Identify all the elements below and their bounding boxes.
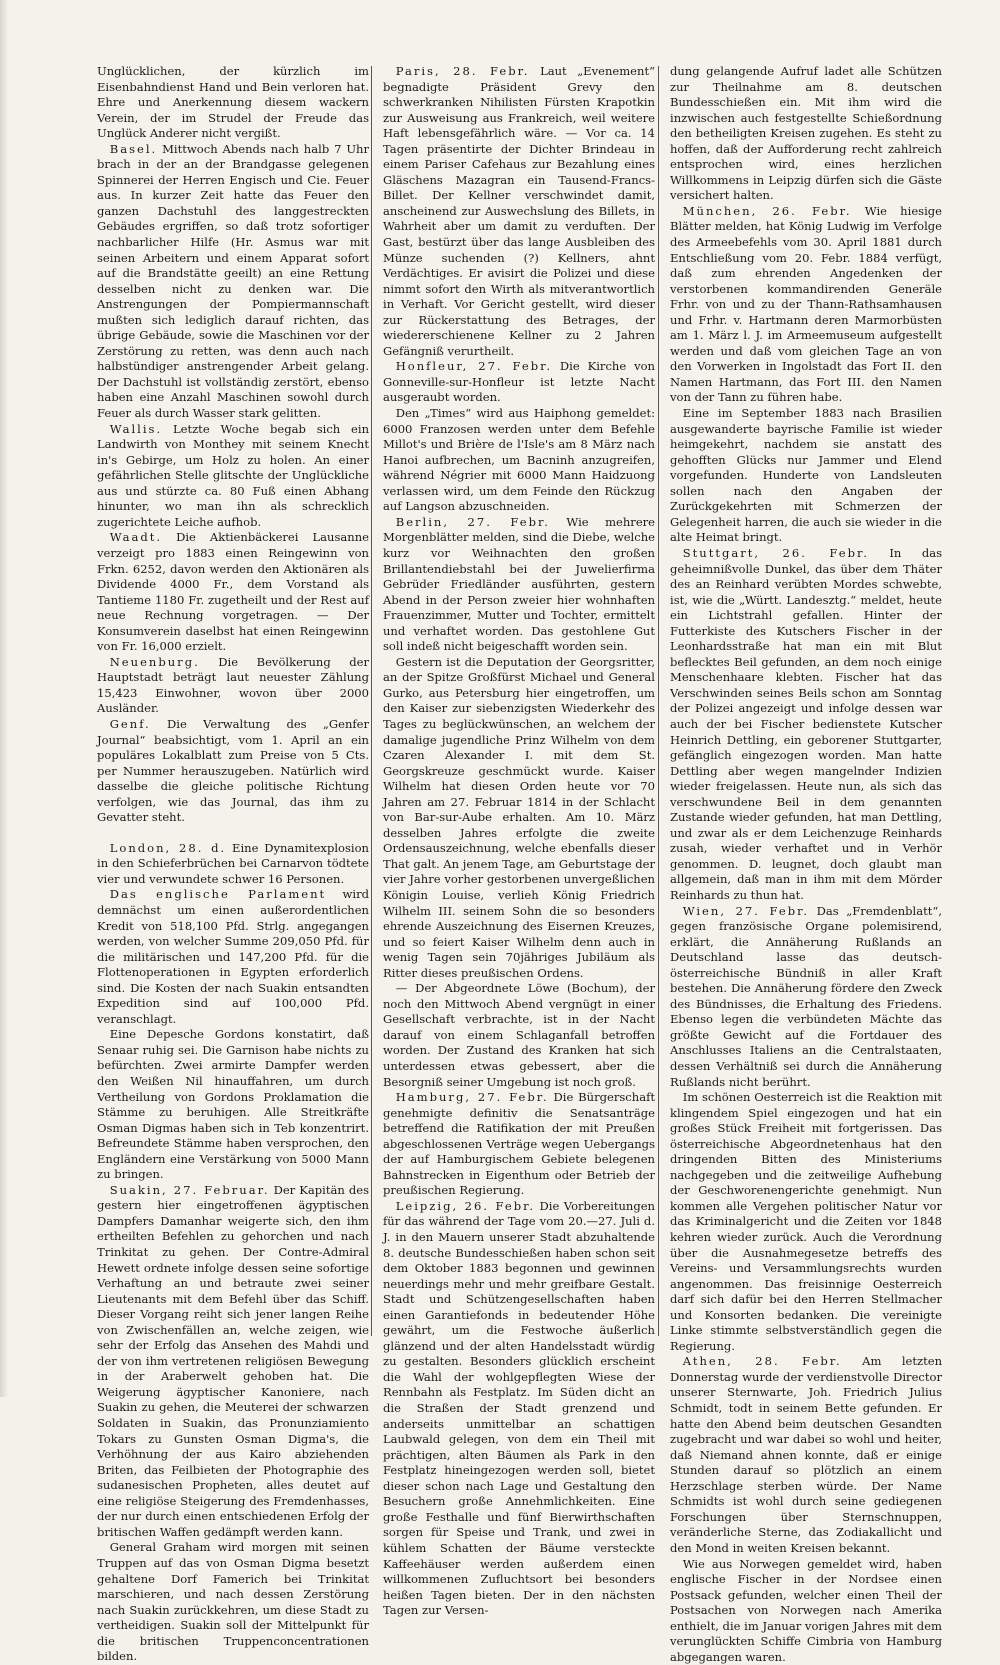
article-text: Wie mehrere Morgenblätter melden, sind die Diebe, welche kurz vor Weihnachten den großen Brillantendiebstahl bei der Juwelierfirma Gebrüder Friedländer ausführten, gestern Abend in der Person zweier hier wohnhaften Frauenzimmer, Mutter und Tochter, ermittelt und verhaftet worden. Das gestohlene Gut soll indeß nicht beigeschafft worden sein. [383, 515, 655, 653]
column-divider [371, 66, 372, 1336]
article-text: Im schönen Oesterreich ist die Reaktion mit klingendem Spiel eingezogen und hat ein großes Stück Freiheit mit fortgerissen. Das österreichische Abgeordnetenhaus hat den dringenden Bitten des Ministeriums nachgegeben und die zeitweilige Aufhebung der Geschworenengerichte genehmigt. Nun kommen alle Vergehen politischer Natur vor das Kriminalgericht und die Zeiten vor 1848 kehren wieder zurück. Auch die Verordnung über die Ausnahmegesetze betreffs des Vereins- und Versammlungsrechts wurden angenommen. Das freisinnige Oesterreich darf sich dafür bei den Herren Stellmacher und Konsorten bedanken. Die vereinigte Linke stimmte selbstverständlich gegen die Regierung. [670, 1090, 942, 1353]
column-divider [658, 66, 659, 1336]
article-text: Den „Times“ wird aus Haiphong gemeldet: 6000 Franzosen werden unter dem Befehle Millot's und Brière de l'Isle's am 8 März nach Hanoi aufbrechen, um Bacninh anzugreifen, während Négrier mit 6000 Mann Haidzuong verlassen wird, um dem Feinde den Rückzug auf Langson abzuschneiden. [383, 406, 655, 513]
article-paragraph [670, 406, 942, 546]
article-text: Eine im September 1883 nach Brasilien ausgewanderte bayrische Familie ist wieder heimgekehrt, nachdem sie anstatt des gehofften Glücks nur Jammer und Elend vorgefunden. Hunderte von Landsleuten sollen nach den Angaben der Zurückgekehrten mit Schmerzen der Gelegenheit harren, die auch sie wieder in die alte Heimat bringt. [670, 406, 942, 544]
article-paragraph [670, 1090, 942, 1354]
article-text: Wie hiesige Blätter melden, hat König Ludwig im Verfolge des Armeebefehls vom 30. April 1881 durch Entschließung vom 20. Febr. 1884 verfügt, daß zum ehrenden Angedenken der verstorbenen kommandirenden Generäle Frhr. von und zu der Thann-Rathsamhausen und Frhr. v. Hartmann deren Marmorbüsten am 1. März l. J. im Armeemuseum aufgestellt werden und daß vom gleichen Tage an von den Vorwerken in Ingolstadt das Fort II. den Namen Hartmann, das Fort III. den Namen von der Tann zu führen habe. [670, 204, 942, 405]
article-paragraph [97, 64, 369, 142]
dateline: Basel. [110, 142, 158, 156]
article-paragraph [383, 515, 655, 655]
article-text: Eine Depesche Gordons konstatirt, daß Senaar ruhig sei. Die Garnison habe nichts zu befürchten. Zwei armirte Dampfer werden den Weißen Nil hinauffahren, um durch Vertheilung von Gordons Proklamation die Stämme zu beruhigen. Alle Streitkräfte Osman Digmas haben sich in Teb konzentrirt. Befreundete Stämme haben versprochen, den Engländern eine Verstärkung von 5000 Mann zu bringen. [97, 1027, 369, 1181]
column-2 [383, 64, 655, 1619]
article-paragraph [97, 655, 369, 717]
article-paragraph [97, 887, 369, 1027]
article-text: Die Vorbereitungen für das während der Tage vom 20.—27. Juli d. J. in den Mauern unserer Stadt abzuhaltende 8. deutsche Bundesschießen haben schon seit dem Oktober 1883 begonnen und gewinnen neuerdings mehr und mehr greifbare Gestalt. Stadt und Schützengesellschaften haben einen Garantiefonds in bedeutender Höhe gewährt, um die Festwoche äußerlich glänzend und der alten Handelsstadt würdig zu gestalten. Besonders glücklich erscheint die Wahl der wohlgepflegten Wiese der Rennbahn als Festplatz. Im Süden dicht an die Straßen der Stadt grenzend und anderseits unmittelbar an schattigen Laubwald gelegen, von dem ein Theil mit prächtigen, alten Bäumen als Park in den Festplatz hineingezogen werden soll, bietet dieser schon nach Lage und Gestaltung den Besuchern große Annehmlichkeiten. Eine große Festhalle und fünf Bierwirthschaften sorgen für Speise und Trank, und zwei in kühlem Schatten der Bäume versteckte Kaffeehäuser werden außerdem einen willkommenen Zufluchtsort bei besonders heißen Tagen bieten. Der in den nächsten Tagen zur Versen- [383, 1199, 655, 1617]
dateline: Leipzig, 26. Febr. [396, 1199, 535, 1213]
article-text: In das geheimnißvolle Dunkel, das über dem Thäter des an Reinhard verübten Mordes schwebte, ist, wie die „Württ. Landesztg.“ meldet, heute ein Lichtstrahl gefallen. Hinter der Futterkiste des Kutschers Fischer in der Leonhardsstraße hat man ein mit Blut beflecktes Beil gefunden, an dem noch einige Menschenhaare klebten. Fischer hat das Verschwinden seines Beils schon am Sonntag der Polizei angezeigt und infolge dessen war auch der bei Fischer bedienstete Kutscher Heinrich Dettling, ein geborener Stuttgarter, gefänglich eingezogen worden. Man hatte Dettling aber wegen mangelnder Indizien wieder freigelassen. Heute nun, als sich das verschwundene Beil in dem genannten Zustande wieder gefunden, hat man Dettling, und zwar als er dem Leichenzuge Reinhards zusah, wieder verhaftet und in Verhör genommen. D. leugnet, doch glaubt man allgemein, daß man in ihm mit dem Mörder Reinhards zu thun hat. [670, 546, 942, 902]
article-paragraph [97, 841, 369, 888]
dateline: München, 26. Febr. [683, 204, 852, 218]
article-text: wird demnächst um einen außerordentlichen Kredit von 518,100 Pfd. Strlg. angegangen werden, von welcher Summe 209,050 Pfd. für die militärischen und 147,200 Pfd. für die Flottenoperationen in Egypten erforderlich sind. Die Kosten der nach Suakin entsandten Expedition sind auf 100,000 Pfd. veranschlagt. [97, 887, 369, 1025]
article-text: — Der Abgeordnete Löwe (Bochum), der noch den Mittwoch Abend vergnügt in einer Gesellschaft verbrachte, ist in der Nacht darauf von einem Schlaganfall betroffen worden. Der Zustand des Kranken hat sich unterdessen etwas gebessert, aber die Besorgniß seiner Umgebung ist noch groß. [383, 981, 655, 1088]
article-paragraph [670, 546, 942, 904]
dateline: Das englische Parlament [110, 887, 326, 901]
article-text: Die Bürgerschaft genehmigte definitiv die Senatsanträge betreffend die Ratifikation der mit Preußen abgeschlossenen Verträge wegen Uebergangs der auf Hamburgischem Gebiete belegenen Bahnstrecken in Eigenthum oder Betrieb der preußischen Regierung. [383, 1090, 655, 1197]
article-paragraph [383, 406, 655, 515]
article-paragraph [670, 204, 942, 406]
article-paragraph [670, 1354, 942, 1556]
article-paragraph [383, 981, 655, 1090]
article-paragraph [383, 64, 655, 359]
dateline: Paris, 28. Febr. [396, 64, 530, 78]
article-text: General Graham wird morgen mit seinen Truppen auf das von Osman Digma besetzt gehaltene Dorf Famerich bei Trinkitat marschieren, und nach dessen Zerstörung nach Suakin zurückkehren, um diese Stadt zu vertheidigen. Suakin soll der Mittelpunkt für die britischen Truppenconcentrationen bilden. [97, 1540, 369, 1663]
dateline: Honfleur, 27. Febr. [396, 359, 552, 373]
page-edge-shadow [0, 0, 8, 1397]
article-text: dung gelangende Aufruf ladet alle Schützen zur Theilnahme am 8. deutschen Bundesschießen ein. Mit ihm wird die inzwischen auch festgestellte Schießordnung den betheiligten Kreisen zugehen. Es steht zu hoffen, daß der Aufforderung recht zahlreich entsprochen wird, eines herzlichen Willkommens in Leipzig dürfen sich die Gäste versichert halten. [670, 64, 942, 202]
article-paragraph [97, 1027, 369, 1182]
article-paragraph [97, 530, 369, 654]
article-paragraph [97, 1540, 369, 1664]
article-text: Eine Dynamitexplosion in den Schieferbrüchen bei Carnarvon tödtete vier und verwundete schwer 16 Personen. [97, 841, 369, 886]
article-paragraph [97, 142, 369, 422]
article-text: Letzte Woche begab sich ein Landwirth von Monthey mit seinem Knecht in's Gebirge, um Holz zu holen. An einer gefährlichen Stelle glitschte der Unglückliche aus und stürzte ca. 80 Fuß einen Abhang hinunter, wo man ihn als schrecklich zugerichtete Leiche aufhob. [97, 422, 369, 529]
article-text: Die Kirche von Gonneville-sur-Honfleur ist letzte Nacht ausgeraubt worden. [383, 359, 655, 404]
article-text: Die Verwaltung des „Genfer Journal“ beabsichtigt, vom 1. April an ein populäres Lokalblatt zum Preise von 5 Cts. per Nummer herauszugeben. Natürlich wird dasselbe die gleiche politische Richtung verfolgen, wie das Journal, das ihm zu Gevatter steht. [97, 717, 369, 824]
article-paragraph [670, 904, 942, 1091]
dateline: Wien, 27. Febr. [683, 904, 809, 918]
article-paragraph [670, 1557, 942, 1665]
article-paragraph [383, 1199, 655, 1619]
article-paragraph [97, 1183, 369, 1541]
article-paragraph [97, 717, 369, 826]
article-text: Die Aktienbäckerei Lausanne verzeigt pro 1883 einen Reingewinn von Frkn. 6252, davon werden den Aktionären als Dividende 4000 Fr., dem Vorstand als Tantieme 1180 Fr. zugetheilt und der Rest auf neue Rechnung vorgetragen. — Der Konsumverein daselbst hat einen Reingewinn von Fr. 16,000 erzielt. [97, 530, 369, 653]
dateline: Suakin, 27. Februar. [110, 1183, 270, 1197]
dateline: London, 28. d. [110, 841, 227, 855]
article-text: Der Kapitän des gestern hier eingetroffenen ägyptischen Dampfers Damanhar weigerte sich, den ihm ertheilten Befehlen zu gehorchen und nach Trinkitat zu gehen. Der Contre-Admiral Hewett ordnete infolge dessen seine sofortige Verhaftung an und betraute zwei seiner Lieutenants mit dem Befehl über das Schiff. Dieser Vorgang reiht sich jener langen Reihe von Zwischenfällen an, welche zeigen, wie sehr der Erfolg das Ansehen des Mahdi und der von ihm vertretenen religiösen Bewegung in der Araberwelt gehoben hat. Die Weigerung ägyptischer Kanoniere, nach Suakin zu gehen, die Meuterei der schwarzen Soldaten in Suakin, das Pronunziamiento Tokars zu Gunsten Osman Digma's, die Verhöhnung der aus Kairo abziehenden Briten, das Feilbieten der Photographie des sudanesischen Propheten, alles deutet auf eine religiöse Steigerung des Fremdenhasses, der nur durch einen entschiedenen Erfolg der britischen Waffen gedämpft werden kann. [97, 1183, 369, 1539]
article-text: Wie aus Norwegen gemeldet wird, haben englische Fischer in der Nordsee einen Postsack gefunden, welcher einen Theil der Postsachen von Norwegen nach Amerika enthielt, die im Januar vorigen Jahres mit dem verunglückten Schiffe Cimbria von Hamburg abgegangen waren. [670, 1557, 942, 1664]
dateline: Genf. [110, 717, 151, 731]
article-paragraph [383, 359, 655, 406]
article-text: Laut „Evenement“ begnadigte Präsident Grevy den schwerkranken Nihilisten Fürsten Krapotkin zur Ausweisung aus Frankreich, weil weitere Haft lebensgefährlich wäre. — Vor ca. 14 Tagen präsentirte der Dichter Brindeau in einem Pariser Cafehaus zur Bezahlung eines Gläschens Mazagran ein Tausend-Francs-Billet. Der Kellner verschwindet damit, anscheinend zur Auswechslung des Billets, in Wahrheit aber um damit zu verduften. Der Gast, bestürzt über das lange Ausbleiben des Münze suchenden (?) Kellners, ahnt Verdächtiges. Er avisirt die Polizei und diese nimmt sofort den Wirth als mitverantwortlich in Verhaft. Vor Gericht gestellt, wird dieser zur Rückerstattung des Betrages, der wiedererschienene Kellner zu 2 Jahren Gefängniß verurtheilt. [383, 64, 655, 358]
article-text: Mittwoch Abends nach halb 7 Uhr brach in der an der Brandgasse gelegenen Spinnerei der Herren Engisch und Cie. Feuer aus. In kurzer Zeit hatte das Feuer den ganzen Dachstuhl des langgestreckten Gebäudes ergriffen, so daß trotz sofortiger nachbarlicher Hilfe (Hr. Asmus war mit seinen Arbeitern und einem Apparat sofort auf die Brandstätte geeilt) an eine Rettung desselben nicht zu denken war. Die Anstrengungen der Pompiermannschaft mußten sich lediglich darauf richten, das übrige Gebäude, sowie die Maschinen vor der Zerstörung zu retten, was denn auch nach halbstündiger anstrengender Arbeit gelang. Der Dachstuhl ist vollständig zerstört, ebenso haben eine Anzahl Maschinen sowohl durch Feuer als durch Wasser stark gelitten. [97, 142, 369, 420]
dateline: Stuttgart, 26. Febr. [683, 546, 869, 560]
article-paragraph [97, 422, 369, 531]
dateline: Hamburg, 27. Febr. [396, 1090, 549, 1104]
article-text: Am letzten Donnerstag wurde der verdienstvolle Director unserer Sternwarte, Joh. Friedrich Julius Schmidt, todt in seinem Bette gefunden. Er hatte den Abend beim deutschen Gesandten zugebracht und war dabei so wohl und heiter, daß Niemand ahnen konnte, daß er einige Stunden darauf so plötzlich an einem Herzschlage sterben würde. Der Name Schmidts ist wohl durch seine gediegenen Forschungen über Sternschnuppen, veränderliche Sterne, das Zodiakallicht und den Mond in weiten Kreisen bekannt. [670, 1354, 942, 1555]
column-3 [670, 64, 942, 1665]
dateline: Berlin, 27. Febr. [396, 515, 550, 529]
article-paragraph [670, 64, 942, 204]
article-text: Das „Fremdenblatt“, gegen französische Organe polemisirend, erklärt, die Annäherung Rußlands an Deutschland lasse das deutsch-österreichische Bündniß in aller Kraft bestehen. Die Annäherung fördere den Zweck des Bündnisses, die Erhaltung des Friedens. Ebenso legen die verbündeten Mächte das größte Gewicht auf die Fortdauer des Anschlusses Italiens an die Centralstaaten, dessen Verhältniß sei durch die Annäherung Rußlands nicht berührt. [670, 904, 942, 1089]
dateline: Wallis. [110, 422, 162, 436]
dateline: Athen, 28. Febr. [683, 1354, 842, 1368]
article-text: Unglücklichen, der kürzlich im Eisenbahndienst Hand und Bein verloren hat. Ehre und Anerkennung diesem wackern Verein, der im Strudel der Freude das Unglück Anderer nicht vergißt. [97, 64, 369, 140]
article-paragraph [383, 1090, 655, 1199]
article-text: Die Bevölkerung der Hauptstadt beträgt laut neuester Zählung 15,423 Einwohner, wovon über 2000 Ausländer. [97, 655, 369, 716]
article-text: Gestern ist die Deputation der Georgsritter, an der Spitze Großfürst Michael und General Gurko, aus Petersburg hier eingetroffen, um den Kaiser zur siebenzigsten Wiederkehr des Tages zu beglückwünschen, an welchem der damalige jugendliche Prinz Wilhelm von dem Czaren Alexander I. mit dem St. Georgskreuze geschmückt wurde. Kaiser Wilhelm hat diesen Orden heute vor 70 Jahren am 27. Februar 1814 in der Schlacht von Bar-sur-Aube erhalten. Am 10. März desselben Jahres erfolgte die zweite Ordensauszeichnung, welche ebenfalls dieser That galt. An jenem Tage, am Geburtstage der vier Jahre vorher gestorbenen unvergeßlichen Königin Louise, verlieh König Friedrich Wilhelm III. seinem Sohn die so besonders ehrende Auszeichnung des Eisernen Kreuzes, und so feiert Kaiser Wilhelm denn auch in wenig Tagen sein 70jähriges Jubiläum als Ritter dieses preußischen Ordens. [383, 655, 655, 980]
dateline: Waadt. [110, 530, 162, 544]
article-paragraph [383, 655, 655, 981]
column-1 [97, 64, 369, 1665]
dateline: Neuenburg. [110, 655, 200, 669]
